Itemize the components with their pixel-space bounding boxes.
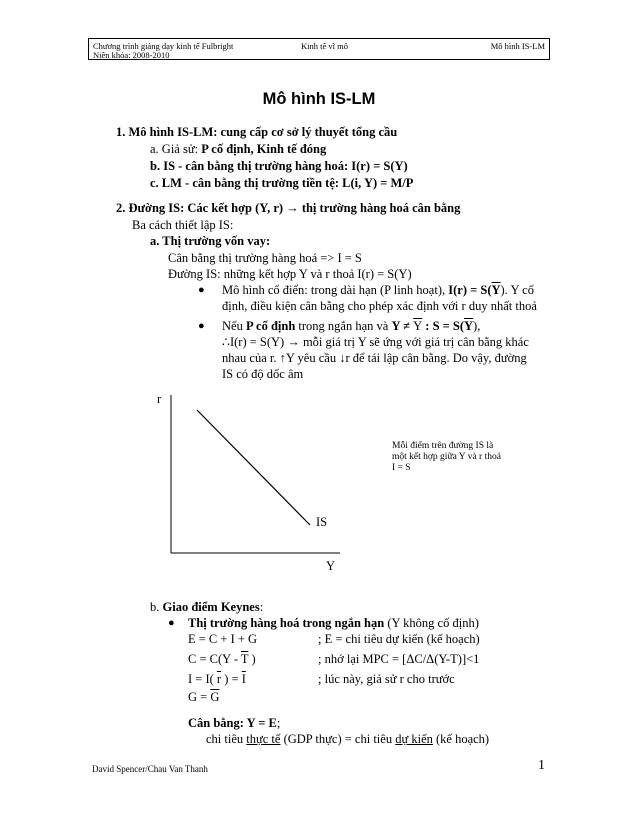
equilibrium-explanation: chi tiêu thực tế (GDP thực) = chi tiêu dự kiến (kế hoạch) [206,732,490,746]
header-course: Kinh tế vĩ mô [301,41,348,51]
equilibrium-condition: Cân bằng: Y = E; [188,716,281,730]
page-number: 1 [538,758,545,773]
header-year: Niên khóa: 2008-2010 [93,50,170,60]
section-2-line2: Đường IS: những kết hợp Y và r thoả I(r) = S(Y) [168,267,412,281]
eq-government: $G = \overline{G}$ [188,690,220,704]
keynes-bullet: Thị trường hàng hoá trong ngắn hạn (Y không cố định) [188,616,479,630]
short-run-line2: ∴I(r) = S(Y) → mỗi giá trị Y sẽ ứng với giá trị cân bằng khác [222,335,529,349]
eq-expenditure-note: ; E = chi tiêu dự kiến (kế hoạch) [318,632,480,646]
graph-note-line: Mỗi điểm trên đường IS là [392,441,494,451]
graph-note [392,441,501,474]
classic-model-line1: Mô hình cổ điển: trong dài hạn (P linh hoạt), $I(r) = S(\overline{Y})$. Y cố [222,283,534,297]
section-1-b: b. IS - cân bằng thị trường hàng hoá: I(r) = S(Y) [150,159,408,173]
is-curve-label: IS [316,515,328,529]
eq-consumption-note: ; nhớ lại MPC = [ΔC/Δ(Y-T)]<1 [318,652,480,666]
section-1-c: c. LM - cân bằng thị trường tiền tệ: L(i, Y) = M/P [150,176,414,190]
header-topic: Mô hình IS-LM [490,41,545,51]
bullet-dot: ● [198,284,205,296]
section-2-a: a. Thị trường vốn vay: [150,234,271,248]
is-curve [197,410,310,525]
page-title: Mô hình IS-LM [262,90,376,108]
short-run-line3: nhau của r. ↑Y yêu cầu ↓r để tái lập cân bằng. Do vậy, đường [222,351,527,365]
section-1-a: a. Giả sử: P cố định, Kinh tế đóng [150,142,327,156]
graph-note-line: một kết hợp giữa Y và r thoả [392,452,501,462]
footer-authors: David Spencer/Chau Van Thanh [92,764,208,774]
header-program: Chương trình giảng dạy kinh tế Fulbright [93,41,234,51]
graph-note-line: I = S [392,463,411,473]
eq-investment-note: ; lúc này, giả sử r cho trước [318,672,455,686]
graph-x-label: Y [326,559,336,573]
eq-consumption: $C = C(Y - \overline{T}$ ) [188,652,256,666]
eq-expenditure: E = C + I + G [188,632,258,646]
section-2-line1: Cân bằng thị trường hàng hoá => I = S [168,251,362,265]
page-header [88,38,550,60]
bullet-dot: ● [198,320,205,332]
section-1-heading: 1. Mô hình IS-LM: cung cấp cơ sở lý thuyết tổng cầu [116,125,398,139]
classic-model-line2: định, điều kiện cân bằng cho phép xác định với r duy nhất thoả [222,299,537,313]
eq-investment: I = I( $\overline{r}$ ) = $\overline{I}$ [188,672,246,686]
bullet-dot: ● [168,617,175,629]
section-2-heading: 2. Đường IS: Các kết hợp (Y, r) → thị trường hàng hoá cân bằng [116,201,461,215]
short-run-line4: IS có độ dốc âm [222,367,304,381]
section-2-b: b. Giao điểm Keynes: [150,600,264,614]
section-2-sub: Ba cách thiết lập IS: [132,218,234,232]
short-run-line1: Nếu P cố định trong ngắn hạn và $Y \ne \overline{Y}$ : $S = S(\overline{Y})$, [222,319,481,333]
graph-y-label: r [157,392,162,406]
is-curve-diagram [140,385,380,575]
